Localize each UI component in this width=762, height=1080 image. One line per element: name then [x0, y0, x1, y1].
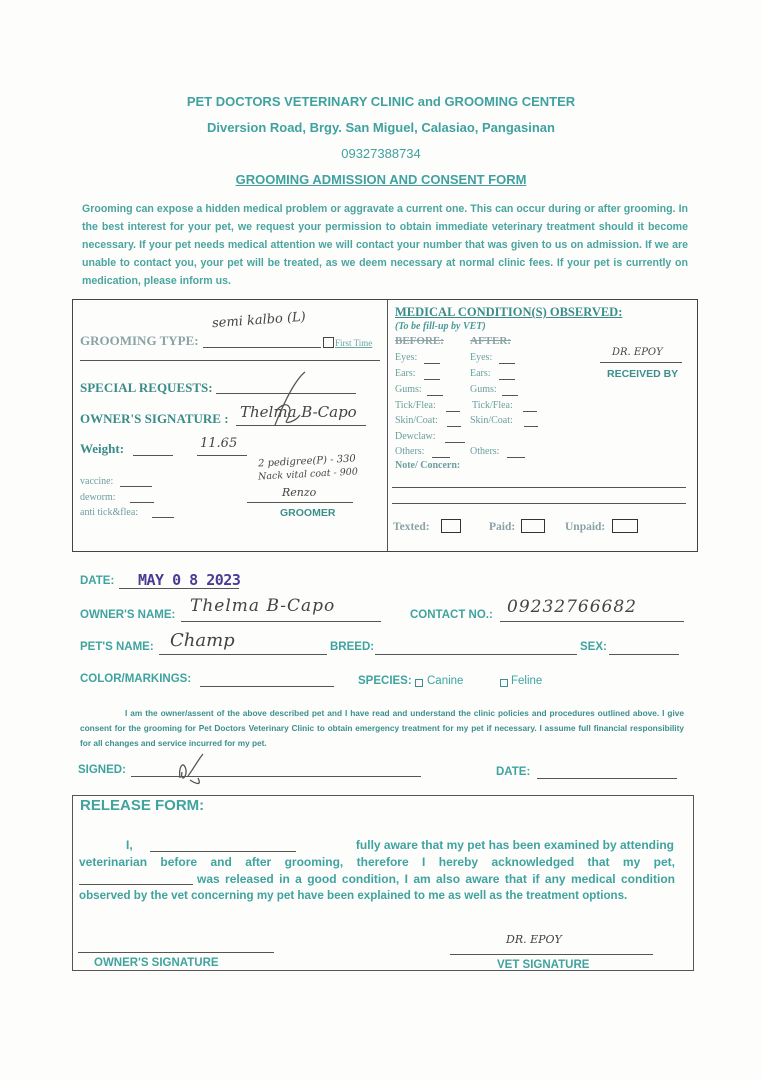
- weight-line-2: [197, 455, 247, 456]
- release-title: RELEASE FORM:: [80, 797, 205, 814]
- species-label: SPECIES:: [358, 675, 412, 687]
- before-skincoat: Skin/Coat:: [395, 415, 438, 426]
- note-line-2[interactable]: [392, 503, 686, 504]
- owner-signature-value[interactable]: Thelma B-Capo: [240, 403, 357, 421]
- medical-subtitle: (To be fill-up by VET): [395, 321, 486, 332]
- special-requests-label: SPECIAL REQUESTS:: [80, 380, 213, 395]
- before-others-line[interactable]: [432, 457, 450, 458]
- before-tickflea: Tick/Flea:: [395, 400, 436, 411]
- before-dewclaw-line[interactable]: [445, 442, 465, 443]
- after-ears-line[interactable]: [499, 379, 515, 380]
- antitick-line[interactable]: [152, 517, 174, 518]
- before-eyes-line[interactable]: [424, 363, 440, 364]
- owner-name-line: [181, 621, 381, 622]
- release-line-1: fully aware that my pet has been examined by attending: [355, 838, 674, 852]
- grooming-extra-line: [80, 360, 380, 361]
- texted-label: Texted:: [393, 521, 430, 533]
- after-gums-line[interactable]: [502, 395, 518, 396]
- deworm-label: deworm:: [80, 492, 116, 503]
- color-markings-line[interactable]: [200, 686, 334, 687]
- received-by-line: [600, 362, 682, 363]
- color-markings-label: COLOR/MARKINGS:: [80, 673, 192, 685]
- signed-signature-icon[interactable]: [168, 750, 213, 790]
- before-dewclaw: Dewclaw:: [395, 431, 436, 442]
- note-line-1[interactable]: [392, 487, 686, 488]
- after-tickflea: Tick/Flea:: [472, 400, 513, 411]
- pet-name-line: [159, 654, 327, 655]
- release-i: I,: [126, 838, 133, 852]
- weight-line-1: [133, 455, 173, 456]
- weight-label: Weight:: [80, 441, 125, 456]
- contact-value[interactable]: 09232766682: [507, 597, 637, 617]
- signature-scribble-icon: [265, 370, 310, 430]
- release-line-2: veterinarian before and after grooming, therefore I hereby acknowledged that my pet,: [79, 855, 675, 869]
- sex-line[interactable]: [609, 654, 679, 655]
- vet-signature-line: [450, 954, 653, 955]
- feline-label: Feline: [511, 675, 543, 687]
- date-stamp[interactable]: MAY 0 8 2023: [138, 571, 241, 589]
- vet-signature-label: VET SIGNATURE: [497, 959, 590, 971]
- vaccine-line[interactable]: [120, 486, 152, 487]
- before-ears: Ears:: [395, 368, 416, 379]
- pet-name-label: PET'S NAME:: [80, 641, 154, 653]
- canine-label: Canine: [427, 675, 464, 687]
- owner-name-value[interactable]: Thelma B-Capo: [190, 596, 336, 616]
- deworm-line[interactable]: [130, 502, 154, 503]
- after-tickflea-line[interactable]: [523, 411, 537, 412]
- consent-date-label: DATE:: [496, 766, 531, 778]
- unpaid-label: Unpaid:: [565, 521, 606, 533]
- after-eyes: Eyes:: [470, 352, 493, 363]
- box-divider: [387, 300, 388, 551]
- after-ears: Ears:: [470, 368, 491, 379]
- notes-line-2: Nack vital coat - 900: [257, 466, 359, 483]
- consent-date-line[interactable]: [537, 778, 677, 779]
- form-title: GROOMING ADMISSION AND CONSENT FORM: [235, 172, 527, 187]
- before-gums-line[interactable]: [427, 395, 443, 396]
- consent-paragraph: I am the owner/assent of the above described pet and I have read and understand the clinic policies and procedures outlined above. I give consent for the grooming for Pet Doctors Veterinary Clinic to obtain emergency treatment for my pet if necessary. I assume full financial responsibility for all changes and service incurred for my pet.: [80, 708, 684, 748]
- first-time-checkbox[interactable]: [323, 337, 334, 348]
- before-tickflea-line[interactable]: [446, 411, 460, 412]
- medical-title: MEDICAL CONDITION(S) OBSERVED:: [395, 305, 623, 319]
- paid-checkbox[interactable]: [521, 519, 545, 533]
- after-label: AFTER:: [470, 335, 511, 347]
- owner-signature-label: OWNER'S SIGNATURE :: [80, 411, 229, 426]
- first-time-label: First Time: [335, 338, 373, 348]
- unpaid-checkbox[interactable]: [612, 519, 638, 533]
- groomer-label: GROOMER: [280, 507, 336, 519]
- after-skincoat: Skin/Coat:: [470, 415, 513, 426]
- groomer-name: Renzo: [282, 486, 317, 499]
- feline-checkbox[interactable]: [500, 679, 508, 687]
- after-gums: Gums:: [470, 384, 497, 395]
- before-gums: Gums:: [395, 384, 422, 395]
- before-others: Others:: [395, 446, 425, 457]
- paid-label: Paid:: [489, 521, 516, 533]
- notes-line-1: 2 pedigree(P) - 330: [257, 453, 357, 470]
- owner-signature-release-label: OWNER'S SIGNATURE: [94, 957, 219, 969]
- grooming-type-value[interactable]: semi kalbo (L): [211, 309, 307, 332]
- release-name-line[interactable]: [150, 851, 296, 852]
- weight-value[interactable]: 11.65: [200, 436, 238, 451]
- intro-paragraph: Grooming can expose a hidden medical problem or aggravate a current one. This can occur during or after grooming. In the best interest for your pet, we request your permission to obtain immediate veterinary treatment should it become necessary. If your pet needs medical attention we will contact your number that was given to us on admission. If we are unable to contact you, your pet will be treated, as we deem necessary at normal clinic fees. If your pet is currently on medication, please inform us.: [82, 203, 688, 287]
- before-skincoat-line[interactable]: [447, 426, 461, 427]
- owner-name-label: OWNER'S NAME:: [80, 609, 176, 621]
- breed-label: BREED:: [330, 641, 375, 653]
- sex-label: SEX:: [580, 641, 607, 653]
- received-by-value: DR. EPOY: [612, 347, 663, 358]
- before-label: BEFORE:: [395, 335, 444, 347]
- release-line-4: observed by the vet concerning my pet have been explained to me as well as the treatment options.: [79, 889, 628, 902]
- grooming-type-line: [203, 347, 321, 348]
- pet-name-value[interactable]: Champ: [170, 630, 235, 651]
- grooming-type-label: GROOMING TYPE:: [80, 333, 199, 348]
- clinic-name: PET DOCTORS VETERINARY CLINIC and GROOMING CENTER: [186, 94, 576, 109]
- clinic-phone: 09327388734: [341, 146, 421, 161]
- vet-signature-value: DR. EPOY: [506, 933, 562, 946]
- before-ears-line[interactable]: [424, 379, 440, 380]
- after-others-line[interactable]: [507, 457, 525, 458]
- note-concern-label: Note/ Concern:: [395, 460, 461, 471]
- vaccine-label: vaccine:: [80, 476, 114, 487]
- groomer-line: [247, 502, 353, 503]
- before-eyes: Eyes:: [395, 352, 418, 363]
- contact-label: CONTACT NO.:: [410, 609, 493, 621]
- signed-label: SIGNED:: [78, 764, 126, 776]
- date-label: DATE:: [80, 575, 115, 587]
- after-eyes-line[interactable]: [499, 363, 515, 364]
- received-by-label: RECEIVED BY: [607, 368, 679, 380]
- release-pet-line[interactable]: [79, 884, 193, 885]
- release-line-3: was released in a good condition, I am also aware that if any medical condition: [197, 872, 675, 886]
- after-others: Others:: [470, 446, 500, 457]
- contact-line: [500, 621, 684, 622]
- clinic-address: Diversion Road, Brgy. San Miguel, Calasiao, Pangasinan: [207, 120, 555, 135]
- breed-line[interactable]: [375, 654, 577, 655]
- after-skincoat-line[interactable]: [524, 426, 538, 427]
- texted-checkbox[interactable]: [441, 519, 461, 533]
- antitick-label: anti tick&flea:: [80, 507, 139, 518]
- owner-signature-line-release[interactable]: [78, 952, 274, 953]
- canine-checkbox[interactable]: [415, 679, 423, 687]
